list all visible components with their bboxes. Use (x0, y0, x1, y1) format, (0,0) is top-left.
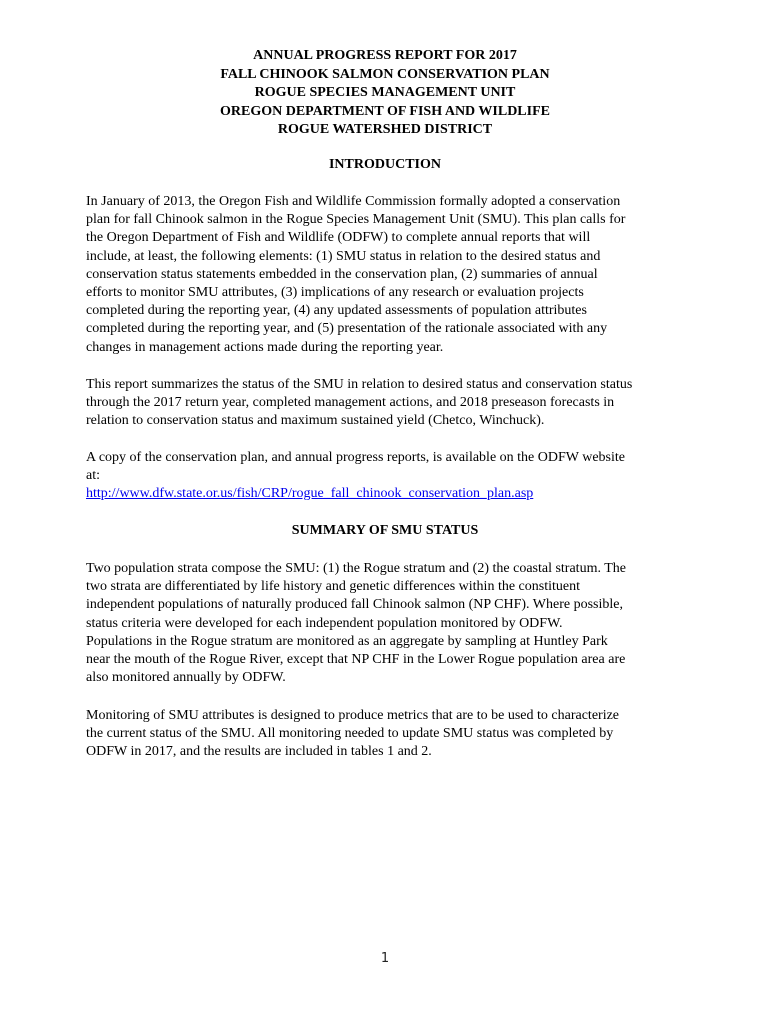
text-line: include, at least, the following elements: (1) SMU status in relation to the desired status and (86, 248, 601, 264)
title-line: ANNUAL PROGRESS REPORT FOR 2017 (253, 48, 517, 63)
text-line: completed during the reporting year, (4) any updated assessments of population attributes (86, 303, 587, 319)
text-line: Monitoring of SMU attributes is designed to produce metrics that are to be used to characterize (86, 708, 620, 723)
text-line: changes in management actions made during the reporting year. (86, 339, 444, 355)
text-line: near the mouth of the Rogue River, except that NP CHF in the Lower Rogue population area are (86, 652, 626, 668)
introduction-heading: INTRODUCTION (328, 157, 441, 172)
text-line: completed during the reporting year, and (5) presentation of the rationale associated with any (86, 321, 608, 337)
text-line: through the 2017 return year, completed management actions, and 2018 preseason forecasts in (86, 395, 615, 411)
title-line: ROGUE SPECIES MANAGEMENT UNIT (254, 85, 516, 100)
text-line: status criteria were developed for each independent population monitored by ODFW. (86, 615, 563, 631)
text-line: A copy of the conservation plan, and annual progress reports, is available on the ODFW website (86, 450, 625, 465)
text-line: independent populations of naturally produced fall Chinook salmon (NP CHF). Where possible, (86, 597, 623, 613)
text-line: ODFW in 2017, and the results are included in tables 1 and 2. (86, 744, 432, 760)
title-line: FALL CHINOOK SALMON CONSERVATION PLAN (220, 66, 550, 82)
summary-heading: SUMMARY OF SMU STATUS (291, 523, 479, 538)
text-line: the Oregon Department of Fish and Wildlife (ODFW) to complete annual reports that will (86, 230, 591, 246)
text-line: In January of 2013, the Oregon Fish and Wildlife Commission formally adopted a conservation (86, 194, 621, 209)
title-line: OREGON DEPARTMENT OF FISH AND WILDLIFE (220, 103, 550, 119)
introduction-paragraph-1 (86, 193, 686, 357)
text-line: plan for fall Chinook salmon in the Rogue Species Management Unit (SMU). This plan calls for (86, 212, 626, 228)
summary-paragraph-2 (86, 707, 686, 762)
text-line: also monitored annually by ODFW. (86, 670, 286, 686)
summary-paragraph-1 (86, 560, 686, 687)
text-line: efforts to monitor SMU attributes, (3) implications of any research or evaluation projects (86, 285, 584, 301)
introduction-paragraph-2 (86, 376, 686, 431)
page-number: 1 (380, 951, 390, 966)
text-line: at: (86, 468, 100, 484)
text-line: This report summarizes the status of the SMU in relation to desired status and conservation status (86, 377, 633, 392)
conservation-plan-link[interactable]: http://www.dfw.state.or.us/fish/CRP/rogue_fall_chinook_conservation_plan.asp (86, 486, 534, 502)
text-line: conservation status statements embedded in the conservation plan, (2) summaries of annual (86, 266, 598, 282)
introduction-paragraph-3 (86, 449, 686, 504)
text-line: two strata are differentiated by life history and genetic differences within the constituent (86, 579, 580, 595)
report-title (0, 47, 770, 140)
title-line: ROGUE WATERSHED DISTRICT (277, 122, 493, 137)
text-line: relation to conservation status and maximum sustained yield (Chetco, Winchuck). (86, 413, 545, 429)
text-line: Two population strata compose the SMU: (1) the Rogue stratum and (2) the coastal stratum. The (86, 561, 626, 576)
text-line: the current status of the SMU. All monitoring needed to update SMU status was completed by (86, 726, 614, 742)
text-line: Populations in the Rogue stratum are monitored as an aggregate by sampling at Huntley Park (86, 633, 608, 649)
